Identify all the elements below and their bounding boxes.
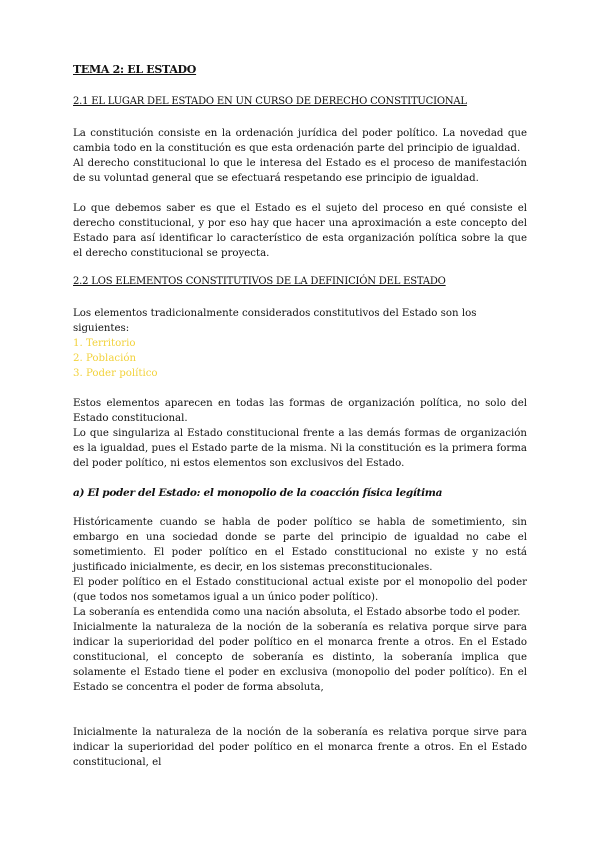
paragraph: Inicialmente la naturaleza de la noción de la soberanía es relativa porque sirve para indicar la superioridad del poder político en el monarca frente a otros. En el Estado constitucional, el: [73, 727, 527, 768]
spacer: [73, 261, 527, 274]
section-heading-1: 2.1 EL LUGAR DEL ESTADO EN UN CURSO DE DERECHO CONSTITUCIONAL: [73, 96, 467, 107]
subsection-heading-a: a) El poder del Estado: el monopolio de la coacción física legítima: [73, 487, 443, 499]
spacer: [73, 471, 527, 486]
paragraph: Inicialmente la naturaleza de la noción de la soberanía es relativa porque sirve para indicar la superioridad del poder político en el monarca frente a otros. En el Estado constitucional, el concepto de soberanía es distinto, la soberanía implica que solamente el Estado tiene el poder en exclusiva (monopolio del poder político). En el Estado se concentra el poder de forma absoluta,: [73, 622, 527, 693]
page-title: TEMA 2: EL ESTADO: [73, 63, 197, 76]
paragraph: Históricamente cuando se habla de poder político se habla de sometimiento, sin embargo en una sociedad donde se parte del principio de igualdad no cabe el sometimiento. El poder político en el Estado constitucional no existe y no está justificado inicialmente, es decir, en los sistemas preconstitucionales.: [73, 517, 527, 573]
paragraph: Lo que debemos saber es que el Estado es el sujeto del proceso en qué consiste el derecho constitucional, y por eso hay que hacer una aproximación a este concepto del Estado para así identificar lo característico de esta organización política sobre la que el derecho constitucional se proyecta.: [73, 203, 527, 259]
paragraph: Al derecho constitucional lo que le interesa del Estado es el proceso de manifestación de su voluntad general que se efectuará respetando ese principio de igualdad.: [73, 158, 527, 184]
spacer: [73, 695, 527, 725]
paragraph: Estos elementos aparecen en todas las formas de organización política, no solo del Estado constitucional.: [73, 398, 527, 424]
paragraph: [73, 306, 527, 336]
list-item: 2. Población: [73, 353, 137, 364]
intro-line: Los elementos tradicionalmente considerados constitutivos del Estado son los: [73, 308, 477, 319]
paragraph: La soberanía es entendida como una nación absoluta, el Estado absorbe todo el poder.: [73, 607, 521, 618]
list-item: 1. Territorio: [73, 338, 136, 349]
paragraph: El poder político en el Estado constitucional actual existe por el monopolio del poder (que todos nos sometamos igual a un único poder político).: [73, 577, 527, 603]
list-item: 3. Poder político: [73, 368, 158, 379]
spacer: [73, 186, 527, 201]
paragraph: Lo que singulariza al Estado constitucional frente a las demás formas de organización es la igualdad, pues el Estado parte de la misma. Ni la constitución es la primera forma del poder político, ni estos elementos son exclusivos del Estado.: [73, 428, 527, 469]
section-heading-2: 2.2 LOS ELEMENTOS CONSTITUTIVOS DE LA DEFINICIÓN DEL ESTADO: [73, 276, 446, 287]
intro-line: siguientes:: [73, 323, 130, 334]
paragraph: La constitución consiste en la ordenación jurídica del poder político. La novedad que cambia todo en la constitución es que esta ordenación parte del principio de igualdad.: [73, 128, 527, 154]
spacer: [73, 381, 527, 396]
document-page: [73, 62, 527, 770]
